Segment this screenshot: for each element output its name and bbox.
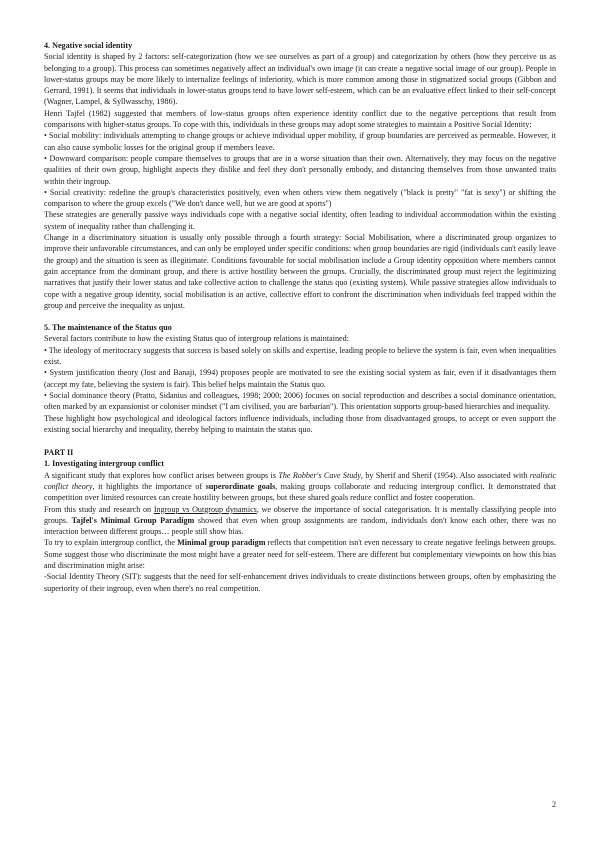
underlined-term: Ingroup vs Outgroup dynamics bbox=[153, 504, 257, 514]
text-run: reflects that competition isn't even necessary to create negative feelings between groups. Some suggest those who discriminate the most might have a greater need for self-esteem. There are different but complementary viewpoints on how this bias and discrimination might arise: bbox=[44, 538, 556, 571]
paragraph: -Social Identity Theory (SIT): suggests that the need for self-enhancement drives individuals to create distinctions between groups, often by emphasizing the superiority of their ingroup, even when there's no real competition. bbox=[44, 572, 556, 593]
paragraph: Several factors contribute to how the existing Status quo of intergroup relations is maintained: bbox=[44, 334, 349, 344]
paragraph bbox=[44, 470, 556, 504]
key-term: superordinate goals bbox=[205, 481, 276, 491]
paragraph: Social identity is shaped by 2 factors: self-categorization (how we see ourselves as part of a group) and categorization by others (how they perceive us as belonging to a group). This process can sometimes negatively affect an individual's own image (it can create a negative social image of our group). People in lower-status groups may be more likely to internalize feelings of inferiority, which is more common among those in stigmatized social groups (Gibbon and Gerrard, 1991). It seems that individuals in lower-status groups tend to have lower self-esteem, which can be an evaluative effect linked to their self-concept (Wagner, Lampel, & Syllwasschy, 1986). bbox=[44, 52, 556, 107]
theory-term: realistic conflict theory bbox=[44, 470, 557, 491]
paragraph: These highlight how psychological and ideological factors influence individuals, including those from disadvantaged groups, to accept or even support the existing social hierarchy and inequality, thereby helping to maintain the status quo. bbox=[44, 413, 556, 434]
bullet-item: • Social creativity: redefine the group's characteristics positively, even when others view them negatively ("black is pretty" "fat is sexy") or shifting the comparison to where the group excels ("We don't dance well, but we are good at sports") bbox=[44, 187, 556, 209]
text-run: To try to explain intergroup conflict, the bbox=[44, 538, 178, 548]
text-run: , by Sherif and Sherif (1954). Also associated with bbox=[360, 470, 530, 480]
text-run: A significant study that explores how conflict arises between groups is bbox=[44, 470, 279, 480]
text-run: From this study and research on bbox=[44, 504, 154, 514]
text-run: , it highlights the importance of bbox=[92, 481, 206, 491]
paragraph: Henri Tajfel (1982) suggested that members of low-status groups often experience identity conflict due to the negative perceptions that result from comparisons with higher-status groups. To cope with this, individuals in these groups may adopt some strategies to maintain a Positive Social Identity: bbox=[44, 108, 556, 130]
key-term: Minimal group paradigm bbox=[177, 538, 266, 548]
bullet-item: • System justification theory (Jost and Banaji, 1994) proposes people are motivated to see the existing social system as fair, even if it disadvantages them (accept my fate, believing the system is fair). This belief helps maintain the Status quo. bbox=[44, 368, 556, 389]
study-title: The Robber's Cave Study bbox=[278, 470, 361, 480]
bullet-item: • The ideology of meritocracy suggests that success is based solely on skills and expertise, leading people to believe the system is fair, even when inequalities exist. bbox=[44, 345, 556, 367]
text-run: , we observe the importance of social categorisation. It is mentally classifying people into groups. bbox=[44, 504, 556, 525]
text-run: , making groups collaborate and reducing intergroup conflict. It demonstrated that competition over limited resources can create hostility between groups, but these shared goals reduce conflict and foster cooperation. bbox=[44, 481, 556, 503]
bullet-item: • Social dominance theory (Pratto, Sidanius and colleagues, 1998; 2000; 2006) focuses on social reproduction and describes a social dominance orientation, often marked by an expansionist or coloniser mindset ("I am civilised, you are barbarian"). This orientation supports group-based hierarchies and inequality. bbox=[44, 390, 556, 412]
key-term: Tajfel's Minimal Group Paradigm bbox=[71, 515, 195, 525]
section-heading-negative-social-identity: 4. Negative social identity bbox=[44, 41, 133, 50]
page-number: 2 bbox=[551, 800, 556, 809]
bullet-item: • Downward comparison: people compare themselves to groups that are in a worse situation than their own. Alternatively, they may focus on the negative qualities of their own group, highlight aspects they dislike and feel they don't personally embody, and distancing themselves from those unwanted traits within their ingroup. bbox=[44, 153, 556, 186]
paragraph: These strategies are generally passive ways individuals cope with a negative social identity, often leading to individual accommodation within the existing system of inequality rather than challenging it. bbox=[44, 210, 556, 231]
paragraph: Change in a discriminatory situation is usually only possible through a fourth strategy: Social Mobilisation, where a discriminated group organizes to improve their unfavorable circumstances, and can only be employed under specific conditions: when group boundaries are rigid (individuals can't easily leave the group) and the situation is seen as illegitimate. Conditions favourable for social mobilisation include a Group identity opposition where members cannot gain acceptance from the dominant group, and there is active hostility between the groups. Crucially, the discriminated group must reject the legitimizing narratives that justify their lower status and take collective action to challenge the status quo (existing system). While passive strategies allow individuals to cope with a negative group identity, social mobilisation is an active, collective effort to confront the discrimination when individuals feel trapped within the group and perceive the inequality as unjust. bbox=[44, 233, 556, 310]
section-heading-status-quo: 5. The maintenance of the Status quo bbox=[44, 323, 172, 333]
text-run: showed that even when group assignments are random, individuals don't know each other, there was no interaction between different groups… people still show bias. bbox=[44, 515, 556, 537]
paragraph bbox=[44, 504, 556, 538]
paragraph bbox=[44, 537, 556, 571]
part-title: PART II bbox=[44, 448, 74, 458]
bullet-item: • Social mobility: individuals attempting to change groups or achieve individual upper mobility, if group boundaries are perceived as permeable. However, it can also cause symbolic losses for the original group if members leave. bbox=[44, 131, 556, 152]
section-heading-intergroup-conflict: 1. Investigating intergroup conflict bbox=[44, 459, 164, 469]
